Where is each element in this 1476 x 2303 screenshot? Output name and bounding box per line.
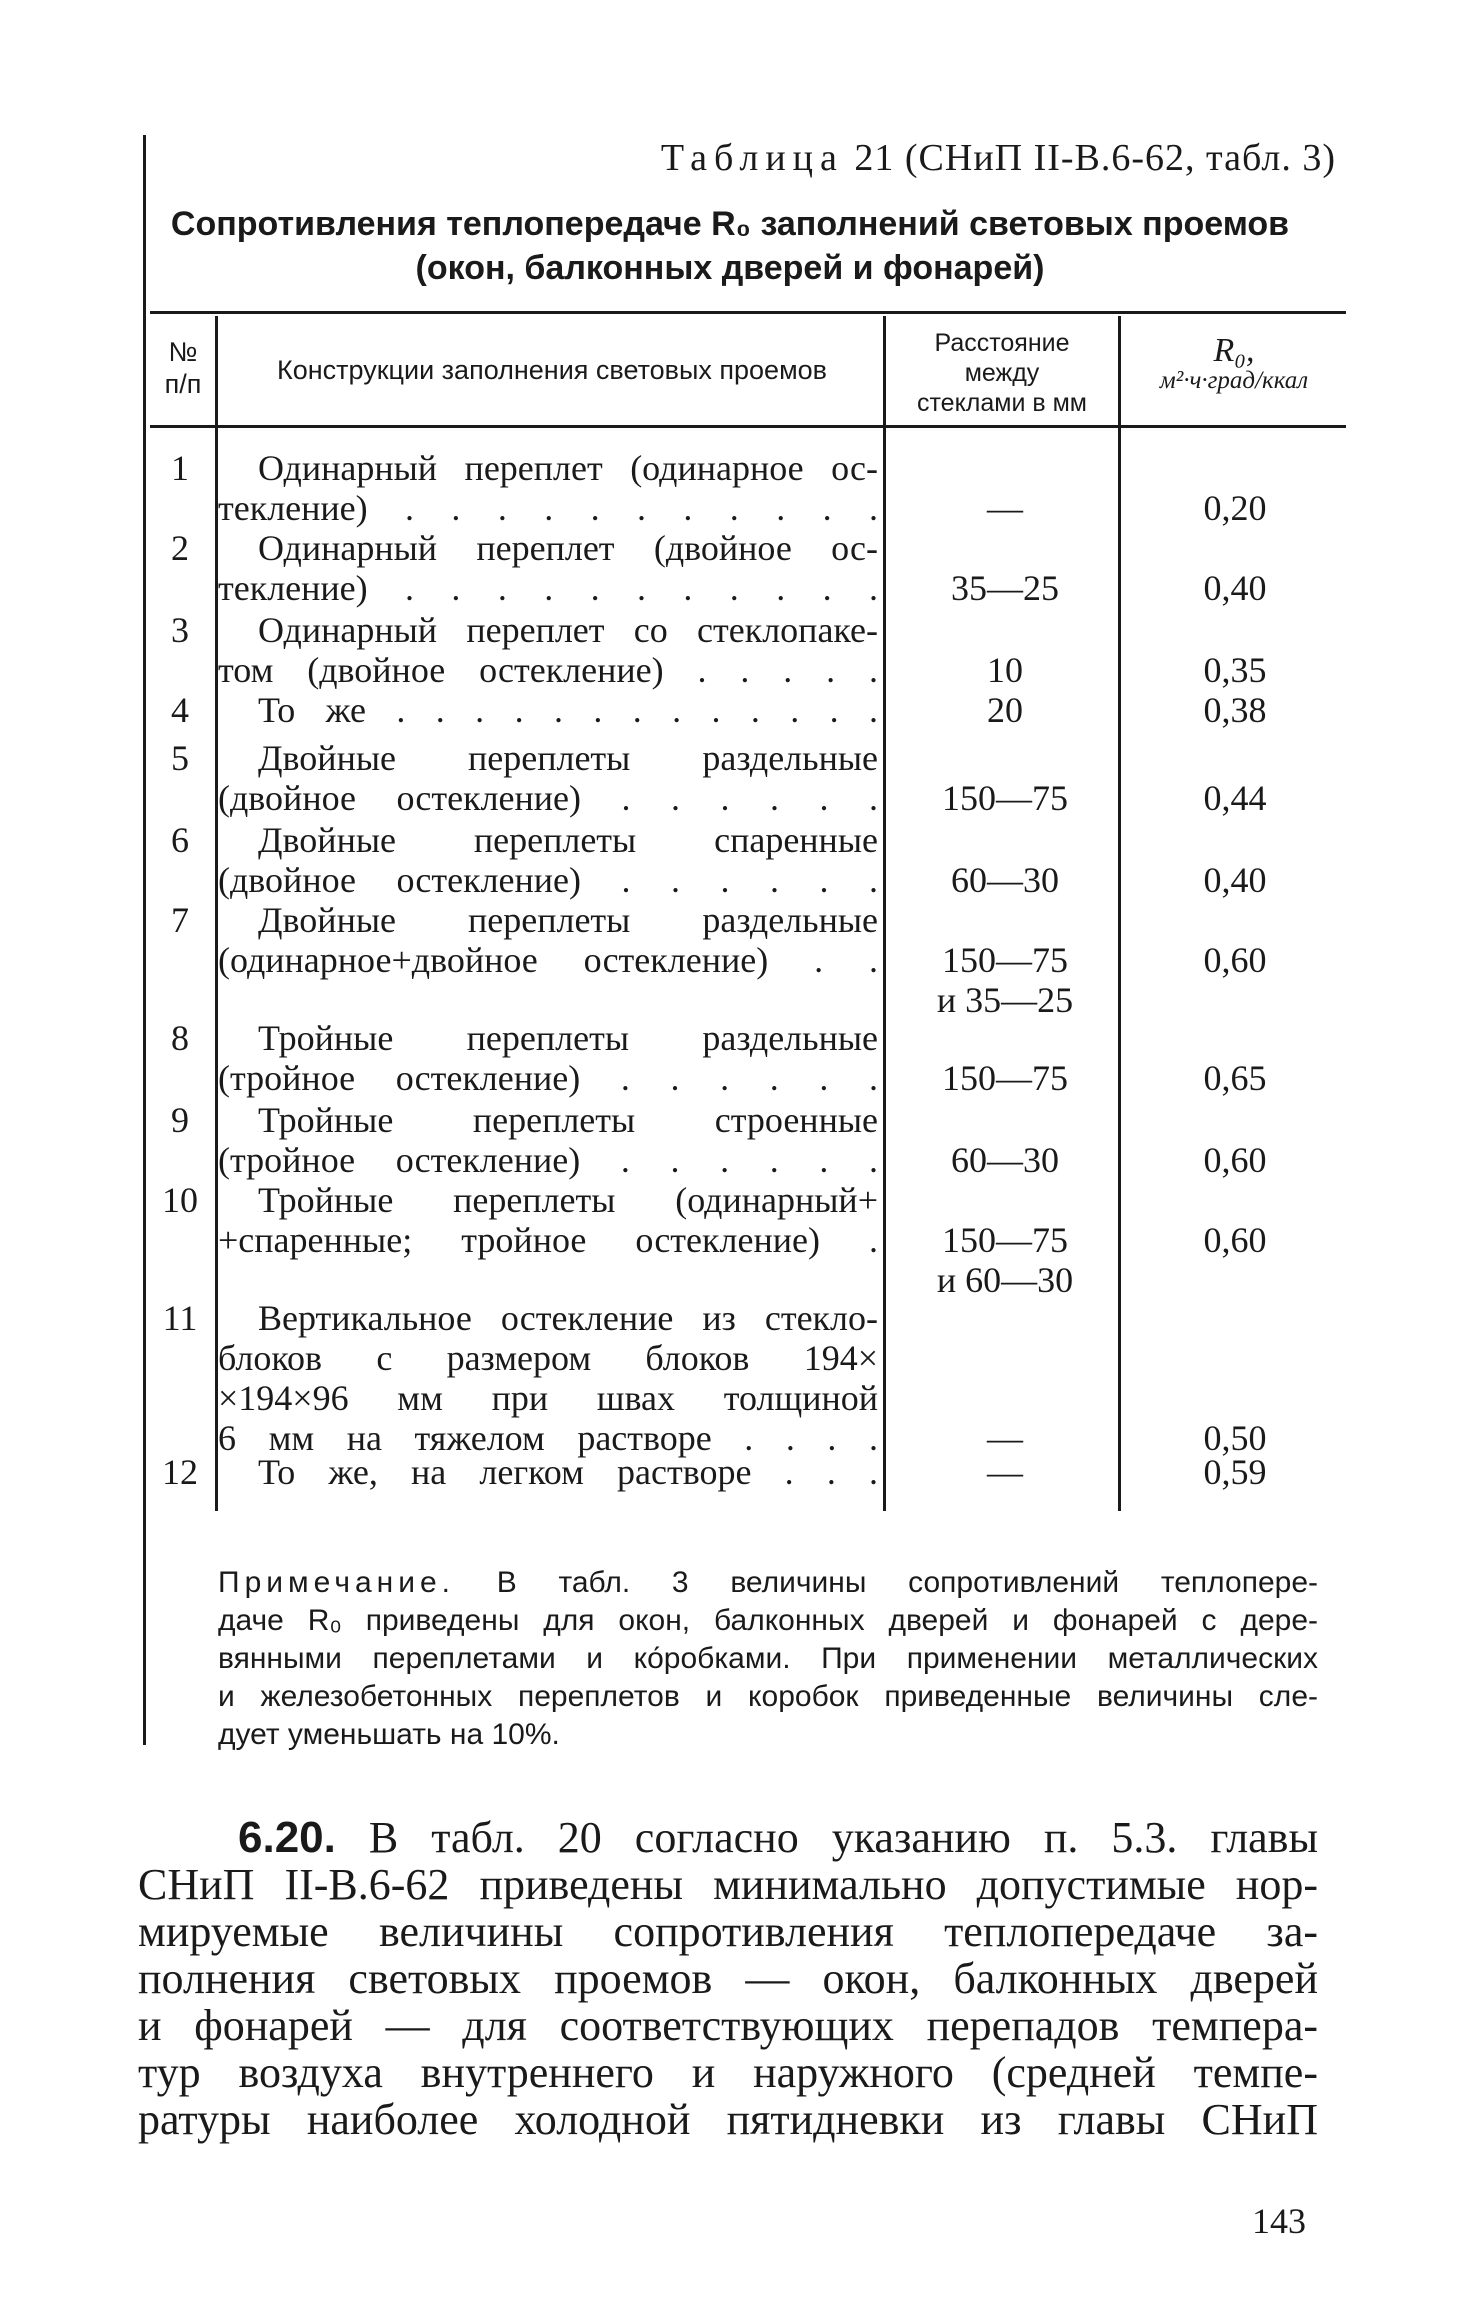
row-description (218, 900, 878, 980)
row-description (218, 610, 878, 690)
row-r-value: 0,60 (1203, 940, 1267, 980)
row-distance (890, 650, 1120, 690)
para-line-3: мируемые величины сопротивления теплопередаче за- (138, 1907, 1318, 1956)
row-description-line: То же, на легком растворе . . . (258, 1452, 878, 1492)
table-caption (661, 136, 1336, 180)
row-distance-value: 150—75 (942, 1220, 1068, 1260)
row-description-line: ×194×96 мм при швах толщиной (218, 1378, 878, 1418)
row-description (218, 1018, 878, 1098)
row-description-line: Одинарный переплет со стеклопаке- (258, 610, 878, 650)
row-distance (890, 1220, 1120, 1300)
row-description-line: 6 мм на тяжелом растворе . . . . (218, 1418, 878, 1458)
row-description-line: блоков с размером блоков 194× (218, 1338, 878, 1378)
row-distance-value: 10 (987, 650, 1023, 690)
row-distance (890, 1140, 1120, 1180)
row-description-line: Двойные переплеты раздельные (258, 900, 878, 940)
para-line-1 (138, 1814, 1318, 1861)
row-r-value: 0,65 (1203, 1058, 1267, 1098)
note-line-4: и железобетонных переплетов и коробок приведенные величины сле- (218, 1680, 1318, 1713)
para-line-5: и фонарей — для соответствующих перепадов темпера- (138, 2001, 1318, 2050)
row-description-line: (одинарное+двойное остекление) . . (218, 940, 878, 980)
header-num-top: № (168, 337, 198, 367)
row-number: 5 (171, 738, 189, 778)
row-description-line: (тройное остекление) . . . . . . (218, 1058, 878, 1098)
row-distance-value: 150—75 (942, 940, 1068, 980)
row-distance (890, 778, 1120, 818)
row-description-line: Двойные переплеты раздельные (258, 738, 878, 778)
row-description (218, 690, 878, 730)
row-description-line: Тройные переплеты строенные (258, 1100, 878, 1140)
header-r (1122, 332, 1346, 396)
row-number: 11 (162, 1298, 198, 1338)
row-description-line: текление) . . . . . . . . . . . (218, 568, 878, 608)
row-description-line: (тройное остекление) . . . . . . (218, 1140, 878, 1180)
table-title (150, 202, 1310, 290)
title-line-1: Сопротивления теплопередаче R₀ заполнений световых проемов (170, 205, 1290, 243)
row-distance-value: — (987, 1452, 1023, 1492)
row-r-value: 0,38 (1203, 690, 1267, 730)
row-description (218, 738, 878, 818)
para-line-1-text: В табл. 20 согласно указанию п. 5.3. главы (368, 1813, 1319, 1862)
note-line-3: вянными переплетами и ко́робками. При применении металлических (218, 1642, 1318, 1675)
row-r-value: 0,40 (1203, 860, 1267, 900)
row-description (218, 1180, 878, 1260)
row-r-value: 0,20 (1203, 488, 1267, 528)
row-distance-value: 60—30 (951, 860, 1059, 900)
table-header-rule (150, 425, 1346, 428)
para-line-2: СНиП II-В.6-62 приведены минимально допустимые нор- (138, 1860, 1318, 1909)
row-distance-value: — (987, 488, 1023, 528)
row-description (218, 528, 878, 608)
row-description-line: (двойное остекление) . . . . . . (218, 778, 878, 818)
row-description-line: том (двойное остекление) . . . . . (218, 650, 878, 690)
row-description (218, 1100, 878, 1180)
para-line-4: полнения световых проемов — окон, балконных дверей (138, 1954, 1318, 2003)
table-note (218, 1564, 1318, 1754)
row-description-line: Тройные переплеты (одинарный+ (258, 1180, 878, 1220)
row-description-line: Одинарный переплет (одинарное ос- (258, 448, 878, 488)
row-r-value: 0,50 (1203, 1418, 1267, 1458)
header-distance (888, 328, 1116, 418)
row-distance (890, 1058, 1120, 1098)
row-number: 7 (171, 900, 189, 940)
row-number: 12 (162, 1452, 198, 1492)
row-distance (890, 568, 1120, 608)
row-number: 9 (171, 1100, 189, 1140)
row-number: 1 (171, 448, 189, 488)
row-distance (890, 690, 1120, 730)
row-distance (890, 940, 1120, 1020)
row-distance-value: и 35—25 (936, 980, 1074, 1020)
header-construction (222, 354, 882, 386)
col-divider-2 (883, 316, 886, 1511)
row-description (218, 1452, 878, 1492)
row-description-line: Одинарный переплет (двойное ос- (258, 528, 878, 568)
header-distance-1: Расстояние (934, 329, 1070, 357)
header-num (152, 336, 214, 400)
row-distance (890, 1452, 1120, 1492)
note-label: Примечание. (218, 1566, 455, 1599)
row-number: 8 (171, 1018, 189, 1058)
note-line-1 (218, 1564, 1318, 1602)
table-top-rule (150, 311, 1346, 314)
title-line-2: (окон, балконных дверей и фонарей) (415, 249, 1045, 287)
row-description-line: Тройные переплеты раздельные (258, 1018, 878, 1058)
row-description (218, 448, 878, 528)
para-line-7: ратуры наиболее холодной пятидневки из главы СНиП (138, 2095, 1318, 2144)
row-description-line: То же . . . . . . . . . . . . . (258, 690, 878, 730)
row-number: 10 (162, 1180, 198, 1220)
para-line-6: тур воздуха внутреннего и наружного (средней темпе- (138, 2048, 1318, 2097)
row-distance-value: 150—75 (942, 778, 1068, 818)
row-r-value: 0,35 (1203, 650, 1267, 690)
header-distance-3: стеклами в мм (917, 389, 1087, 417)
header-distance-2: между (964, 359, 1040, 387)
page-number: 143 (1252, 2201, 1306, 2241)
note-line-1-text: В табл. 3 величины сопротивлений теплопере- (496, 1566, 1318, 1599)
row-description-line: (двойное остекление) . . . . . . (218, 860, 878, 900)
para-number: 6.20. (238, 1813, 336, 1862)
row-distance-value: 150—75 (942, 1058, 1068, 1098)
row-description (218, 1298, 878, 1458)
note-line-5: дует уменьшать на 10%. (218, 1718, 560, 1751)
row-distance-value: 60—30 (951, 1140, 1059, 1180)
row-description-line: +спаренные; тройное остекление) . (218, 1220, 878, 1260)
note-line-2: даче R₀ приведены для окон, балконных дверей и фонарей с дере- (218, 1604, 1318, 1637)
row-distance (890, 860, 1120, 900)
header-r-2: м²·ч·град/ккал (1159, 367, 1309, 394)
row-distance-value: 35—25 (951, 568, 1059, 608)
row-distance (890, 488, 1120, 528)
row-distance-value: — (987, 1418, 1023, 1458)
caption-rest: 21 (СНиП II-В.6-62, табл. 3) (854, 137, 1336, 179)
row-number: 4 (171, 690, 189, 730)
row-r-value: 0,60 (1203, 1220, 1267, 1260)
header-num-bottom: п/п (164, 369, 202, 399)
header-construction-label: Конструкции заполнения световых проемов (277, 355, 827, 385)
row-r-value: 0,44 (1203, 778, 1267, 818)
header-r-1: R₀, (1213, 332, 1255, 369)
row-description-line: Двойные переплеты спаренные (258, 820, 878, 860)
row-description (218, 820, 878, 900)
caption-word: Таблица (660, 137, 844, 179)
row-r-value: 0,60 (1203, 1140, 1267, 1180)
row-description-line: Вертикальное остекление из стекло- (258, 1298, 878, 1338)
body-paragraph (138, 1814, 1318, 2143)
row-distance-value: 20 (987, 690, 1023, 730)
row-r-value: 0,40 (1203, 568, 1267, 608)
margin-bar (143, 135, 146, 1745)
row-number: 2 (171, 528, 189, 568)
row-description-line: текление) . . . . . . . . . . . (218, 488, 878, 528)
row-number: 6 (171, 820, 189, 860)
row-number: 3 (171, 610, 189, 650)
row-r-value: 0,59 (1203, 1452, 1267, 1492)
row-distance-value: и 60—30 (936, 1260, 1074, 1300)
